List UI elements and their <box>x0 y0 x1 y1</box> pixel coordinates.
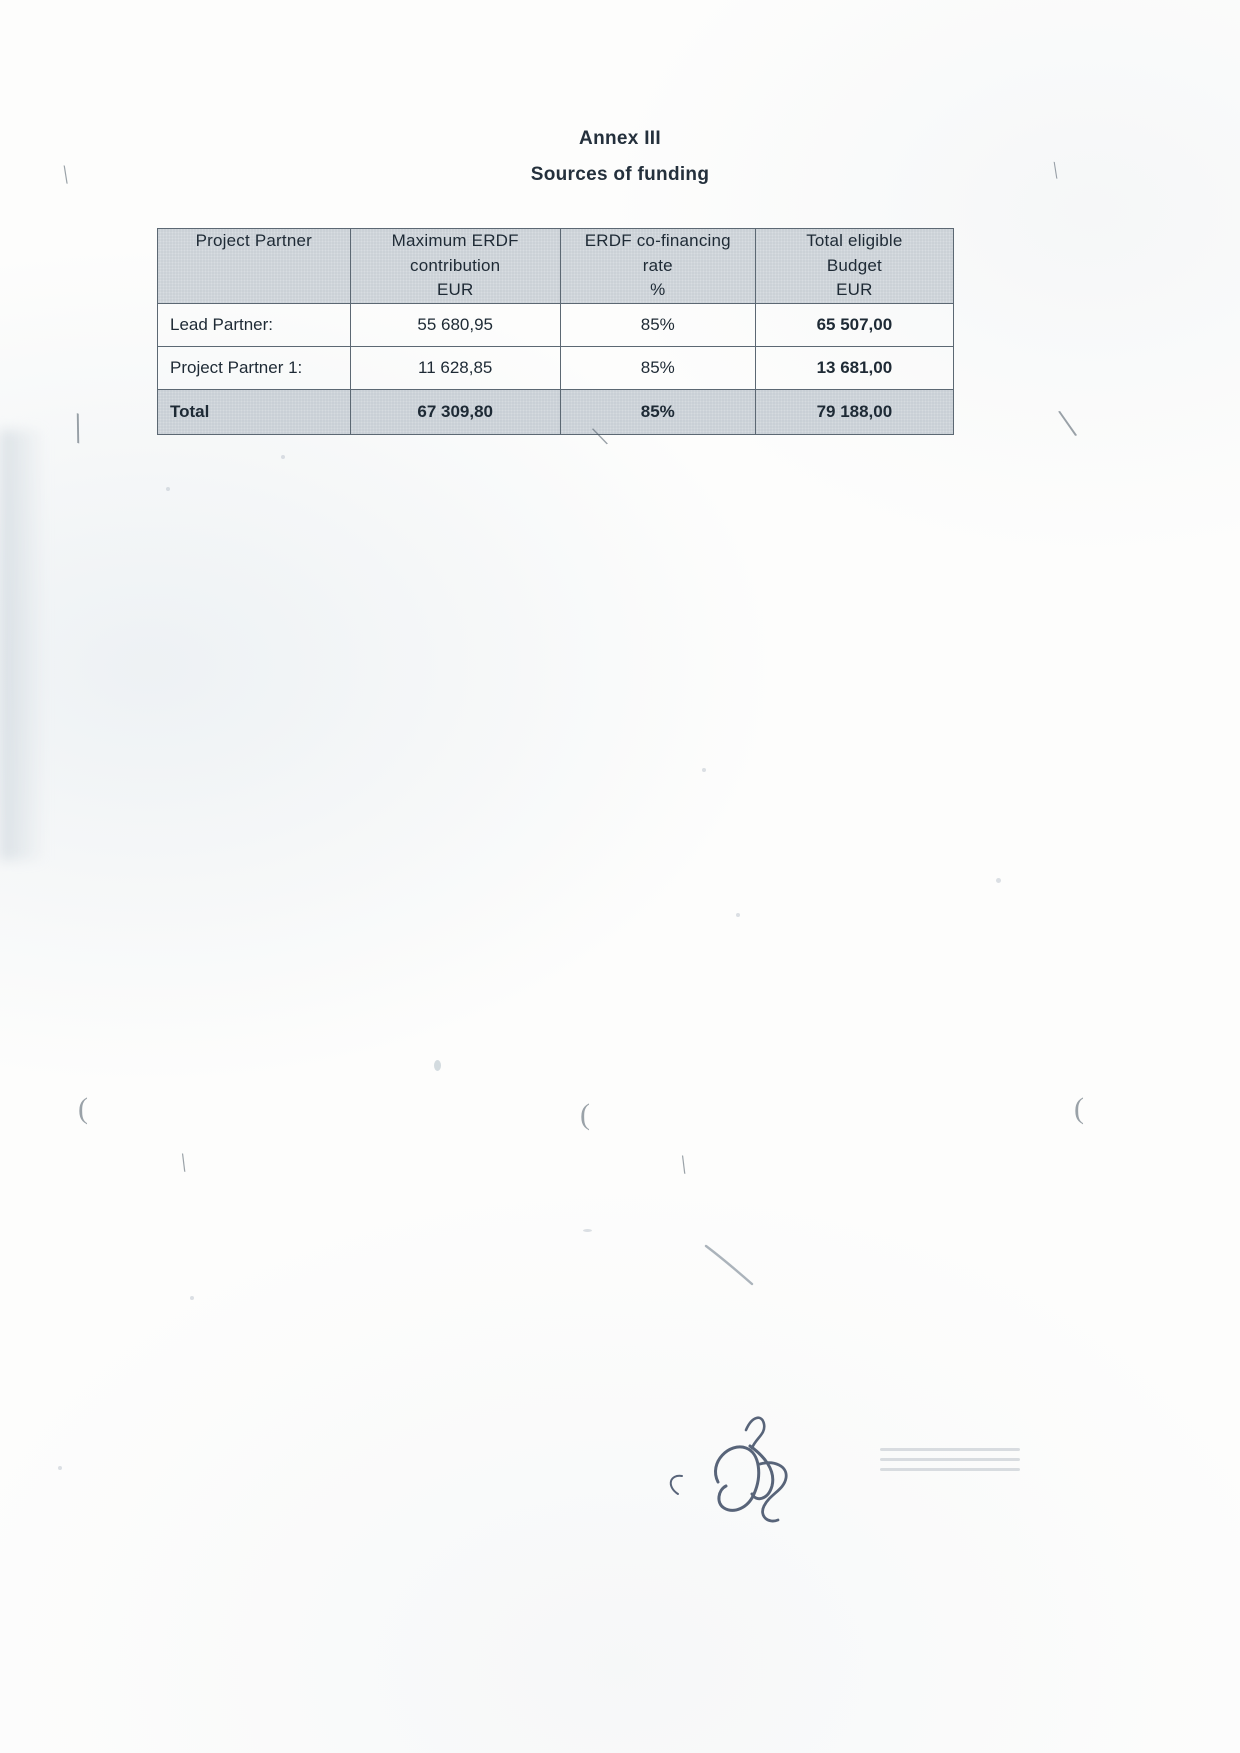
column-header-erdf-cofinancing-rate: ERDF co-financing rate % <box>560 229 755 304</box>
funding-table-container <box>157 228 954 435</box>
scan-speck <box>190 1296 194 1300</box>
cell-total-budget: 65 507,00 <box>755 303 953 346</box>
cell-erdf-contribution: 55 680,95 <box>350 303 560 346</box>
scan-edge-shadow <box>0 430 46 860</box>
cell-partner-name: Project Partner 1: <box>158 346 351 389</box>
column-header-project-partner: Project Partner <box>158 229 351 304</box>
cell-partner-name: Lead Partner: <box>158 303 351 346</box>
cell-total-cofinancing-rate: 85% <box>560 389 755 434</box>
table-row <box>158 303 954 346</box>
scan-speck <box>434 1060 441 1071</box>
pen-mark: \ <box>65 405 91 453</box>
pen-mark: \ <box>677 1149 691 1180</box>
scan-speck <box>281 455 285 459</box>
scan-speck <box>58 1466 62 1470</box>
signature-mark <box>660 1390 860 1550</box>
pen-mark: \ <box>177 1147 191 1178</box>
pen-mark: ( <box>78 1092 88 1125</box>
pen-mark: ( <box>580 1098 590 1131</box>
cell-cofinancing-rate: 85% <box>560 303 755 346</box>
cell-cofinancing-rate: 85% <box>560 346 755 389</box>
column-header-maximum-erdf-contribution: Maximum ERDF contribution EUR <box>350 229 560 304</box>
pen-mark: \ <box>1049 157 1061 185</box>
scan-speck <box>583 1229 592 1232</box>
table-header-row <box>158 229 954 304</box>
pen-stroke <box>700 1240 770 1290</box>
pen-mark: \ <box>59 159 72 190</box>
cell-total-budget: 13 681,00 <box>755 346 953 389</box>
table-row <box>158 346 954 389</box>
scan-speck <box>166 487 170 491</box>
cell-total-label: Total <box>158 389 351 434</box>
sources-of-funding-table <box>157 228 954 435</box>
stamp-imprint <box>880 1448 1020 1478</box>
pen-mark: \ <box>1055 400 1080 448</box>
page-title: Annex III <box>579 128 661 149</box>
scan-speck <box>702 768 706 772</box>
pen-mark: \ <box>589 419 611 454</box>
pen-mark: ( <box>1074 1092 1084 1125</box>
column-header-total-eligible-budget: Total eligible Budget EUR <box>755 229 953 304</box>
cell-erdf-contribution: 11 628,85 <box>350 346 560 389</box>
page-subtitle: Sources of funding <box>530 164 710 185</box>
table-total-row <box>158 389 954 434</box>
cell-total-budget-sum: 79 188,00 <box>755 389 953 434</box>
cell-total-erdf-contribution: 67 309,80 <box>350 389 560 434</box>
scan-speck <box>996 878 1001 883</box>
scan-speck <box>736 913 740 917</box>
